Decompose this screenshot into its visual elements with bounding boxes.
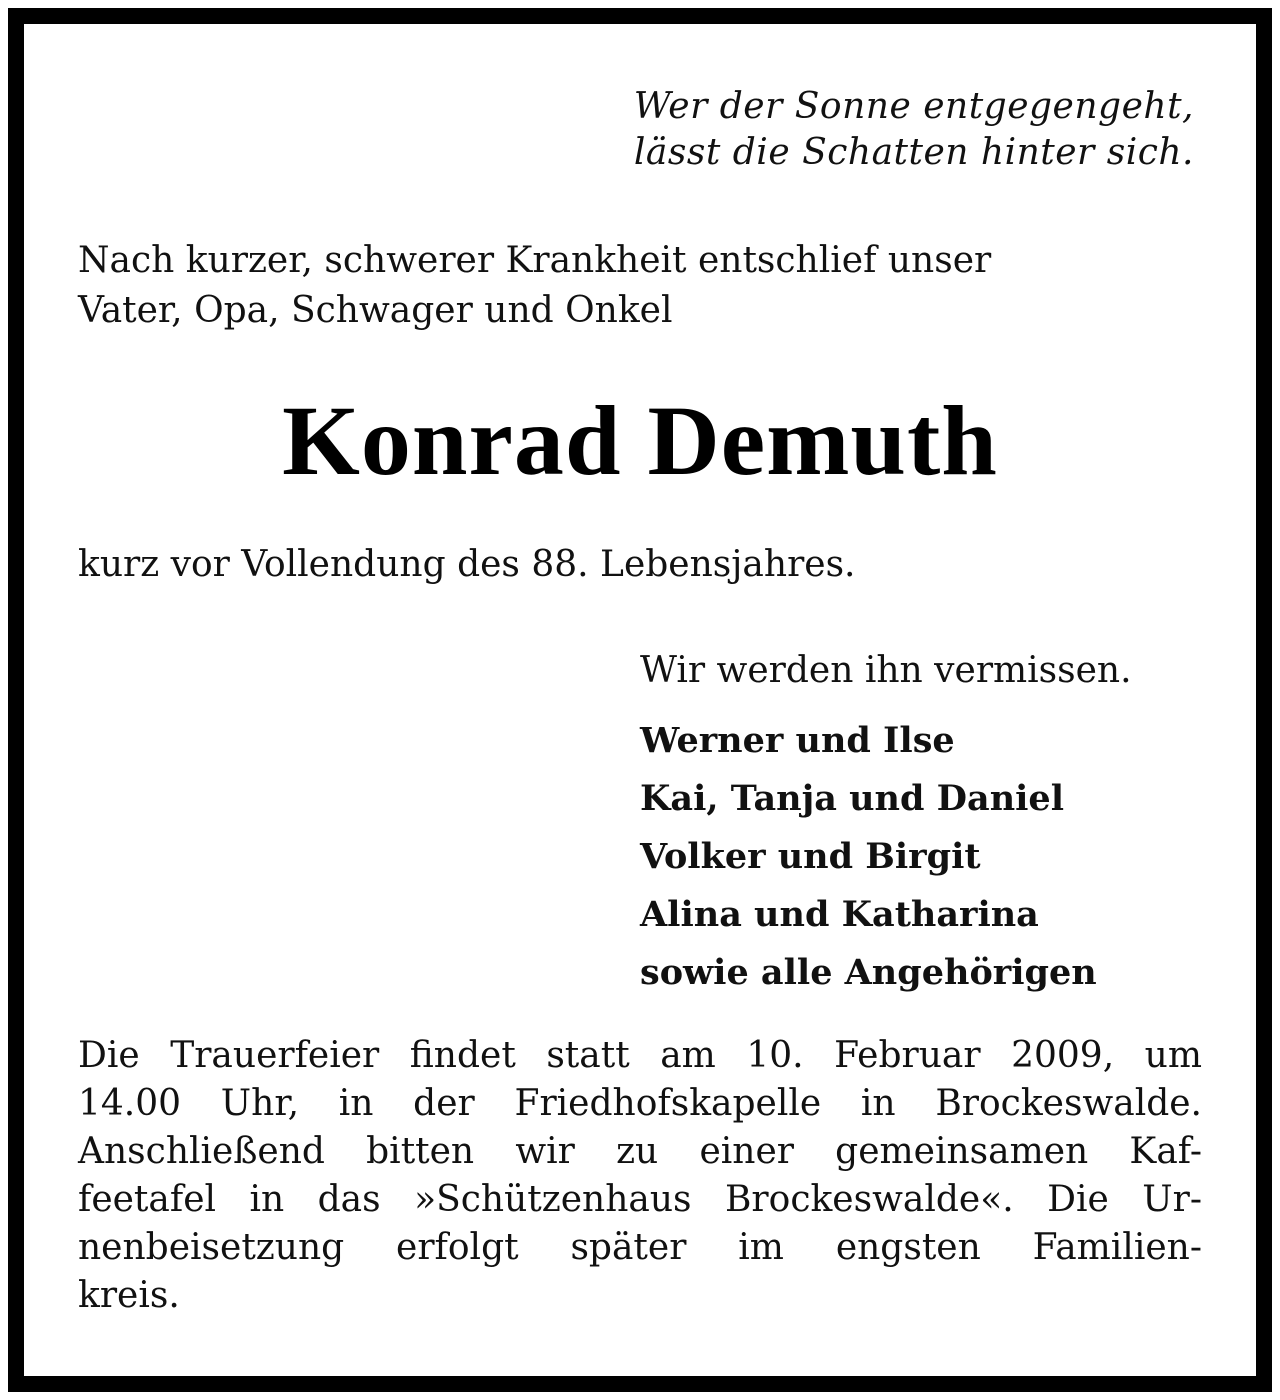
ceremony-details	[78, 1032, 1202, 1320]
intro-text	[78, 236, 991, 336]
age-line: kurz vor Vollendung des 88. Lebensjahres.	[78, 544, 856, 585]
mourner-entry: Kai, Tanja und Daniel	[640, 778, 1064, 819]
ceremony-line: 14.00 Uhr, in der Friedhofskapelle in Brockeswalde.	[78, 1083, 1202, 1124]
motto-line: Wer der Sonne entgegengeht,	[633, 86, 1194, 127]
intro-line: Nach kurzer, schwerer Krankheit entschlief unser	[78, 240, 992, 281]
motto-quote	[634, 84, 1194, 176]
ceremony-line: Anschließend bitten wir zu einer gemeinsamen Kaf-	[78, 1131, 1202, 1172]
mourner-entry: Werner und Ilse	[640, 720, 955, 761]
mourner-entry: sowie alle Angehörigen	[640, 952, 1097, 993]
farewell-line: Wir werden ihn vermissen.	[640, 650, 1132, 691]
deceased-name: Konrad Demuth	[282, 385, 998, 496]
ceremony-line: Die Trauerfeier findet statt am 10. Februar 2009, um	[78, 1035, 1202, 1076]
mourners-list	[640, 712, 1097, 1002]
ceremony-line: kreis.	[78, 1275, 180, 1316]
mourner-entry: Volker und Birgit	[640, 836, 981, 877]
intro-line: Vater, Opa, Schwager und Onkel	[78, 290, 673, 331]
motto-line: lässt die Schatten hinter sich.	[633, 132, 1194, 173]
ceremony-line: nenbeisetzung erfolgt später im engsten Familien-	[78, 1227, 1202, 1268]
obituary-frame	[8, 8, 1272, 1392]
mourner-entry: Alina und Katharina	[640, 894, 1039, 935]
ceremony-line: feetafel in das »Schützenhaus Brockeswalde«. Die Ur-	[78, 1179, 1202, 1220]
